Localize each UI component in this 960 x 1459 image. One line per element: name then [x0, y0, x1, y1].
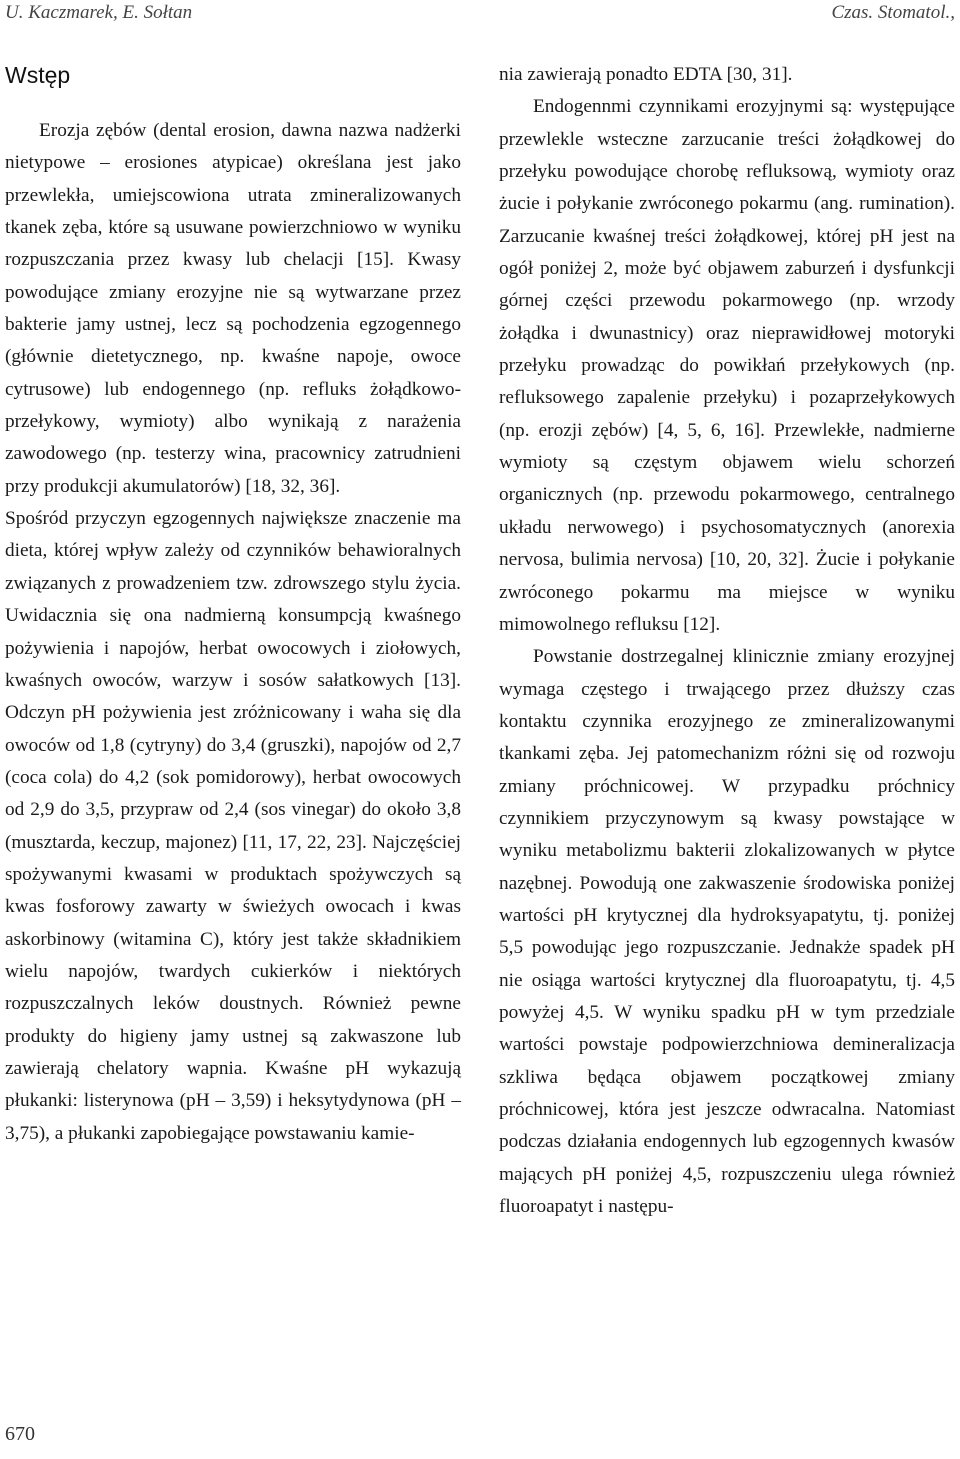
header-journal: Czas. Stomatol.,	[831, 2, 955, 23]
paragraph: Spośród przyczyn egzogennych największe znaczenie ma dieta, której wpływ zależy od czynników behawioralnych związanych z prowadzeniem tzw. zdrowszego stylu życia. Uwidacznia się ona nadmierną konsumpcją kwaśnego pożywienia i napojów, herbat owocowych i ziołowych, kwaśnych owoców, warzyw i sosów sałatkowych [13]. Odczyn pH pożywienia jest zróżnicowany i waha się dla owoców od 1,8 (cytryny) do 3,4 (gruszki), napojów od 2,7 (coca cola) do 4,2 (sok pomidorowy), herbat owocowych od 2,9 do 3,5, przypraw od 2,4 (sos vinegar) do około 3,8 (musztarda, keczup, majonez) [11, 17, 22, 23]. Najczęściej spożywanymi kwasami w produktach spożywczych są kwas fosforowy zawarty w świeżych owocach i kwas askorbinowy (witamina C), który jest także składnikiem wielu napojów, twardych cukierków i niektórych rozpuszczalnych leków doustnych. Również pewne produkty do higieny jamy ustnej są zakwaszone lub zawierają chelatory wapnia. Kwaśne pH wykazują płukanki: listerynowa (pH – 3,59) i heksytydynowa (pH – 3,75), a płukanki zapobiegające powstawaniu kamie-	[5, 508, 461, 1144]
left-column	[5, 59, 461, 1150]
paragraph: Powstanie dostrzegalnej klinicznie zmiany erozyjnej wymaga częstego i trwającego przez dłuższy czas kontaktu czynnika erozyjnego ze zmineralizowanymi tkankami zęba. Jej patomechanizm różni się od rozwoju zmiany próchnicowej. W przypadku próchnicy czynnikiem przyczynowym są kwasy powstające w wyniku metabolizmu bakterii zlokalizowanych w płytce nazębnej. Powodują one zakwaszenie środowiska poniżej wartości pH krytycznej dla hydroksyapatytu, tj. poniżej 5,5 powodując jego rozpuszczanie. Jednakże spadek pH nie osiąga wartości krytycznej dla fluoroapatytu, tj. 4,5 powyżej 4,5. W wyniku spadku pH w tym przedziale wartości powstaje podpowierzchniowa demineralizacja szkliwa będąca objawem początkowej zmiany próchnicowej, która jest jeszcze odwracalna. Natomiast podczas działania endogennych lub egzogennych kwasów mających pH poniżej 4,5, rozpuszczeniu ulega również fluoroapatyt i następu-	[499, 646, 955, 1218]
running-header	[5, 2, 955, 30]
right-column	[499, 59, 955, 1223]
page-number: 670	[5, 1423, 35, 1445]
paragraph: Erozja zębów (dental erosion, dawna nazwa nadżerki nietypowe – erosiones atypicae) określana jest jako przewlekła, umiejscowiona utrata zmineralizowanych tkanek zęba, które są usuwane powierzchniowo w wyniku rozpuszczania przez kwasy lub chelacji [15]. Kwasy powodujące zmiany erozyjne nie są wytwarzane przez bakterie jamy ustnej, lecz są pochodzenia egzogennego (głównie dietetycznego, np. kwaśne napoje, owoce cytrusowe) lub endogennego (np. refluks żołądkowo-przełykowy, wymioty) albo wynikają z narażenia zawodowego (np. testerzy wina, pracownicy zatrudnieni przy produkcji akumulatorów) [18, 32, 36].	[5, 120, 461, 497]
section-heading: Wstęp	[5, 62, 71, 88]
paragraph: Endogennmi czynnikami erozyjnymi są: występujące przewlekle wsteczne zarzucanie treści żołądkowej do przełyku powodujące chorobę refluksową, wymioty oraz żucie i połykanie zwróconego pokarmu (ang. rumination). Zarzucanie kwaśnej treści żołądkowej, której pH jest na ogół poniżej 2, może być objawem zaburzeń i dysfunkcji górnej części przewodu pokarmowego (np. wrzody żołądka i dwunastnicy) oraz nieprawidłowej motoryki przełyku prowadząc do powikłań przełykowych (np. refluksowego zapalenie przełyku) i pozaprzełykowych (np. erozji zębów) [4, 5, 6, 16]. Przewlekłe, nadmierne wymioty są częstym objawem wielu schorzeń organicznych (np. przewodu pokarmowego, centralnego układu nerwowego) i psychosomatycznych (anorexia nervosa, bulimia nervosa) [10, 20, 32]. Żucie i połykanie zwróconego pokarmu ma miejsce w wyniku mimowolnego refluksu [12].	[499, 96, 955, 635]
paragraph: nia zawierają ponadto EDTA [30, 31].	[499, 64, 793, 85]
header-authors: U. Kaczmarek, E. Sołtan	[5, 2, 193, 23]
